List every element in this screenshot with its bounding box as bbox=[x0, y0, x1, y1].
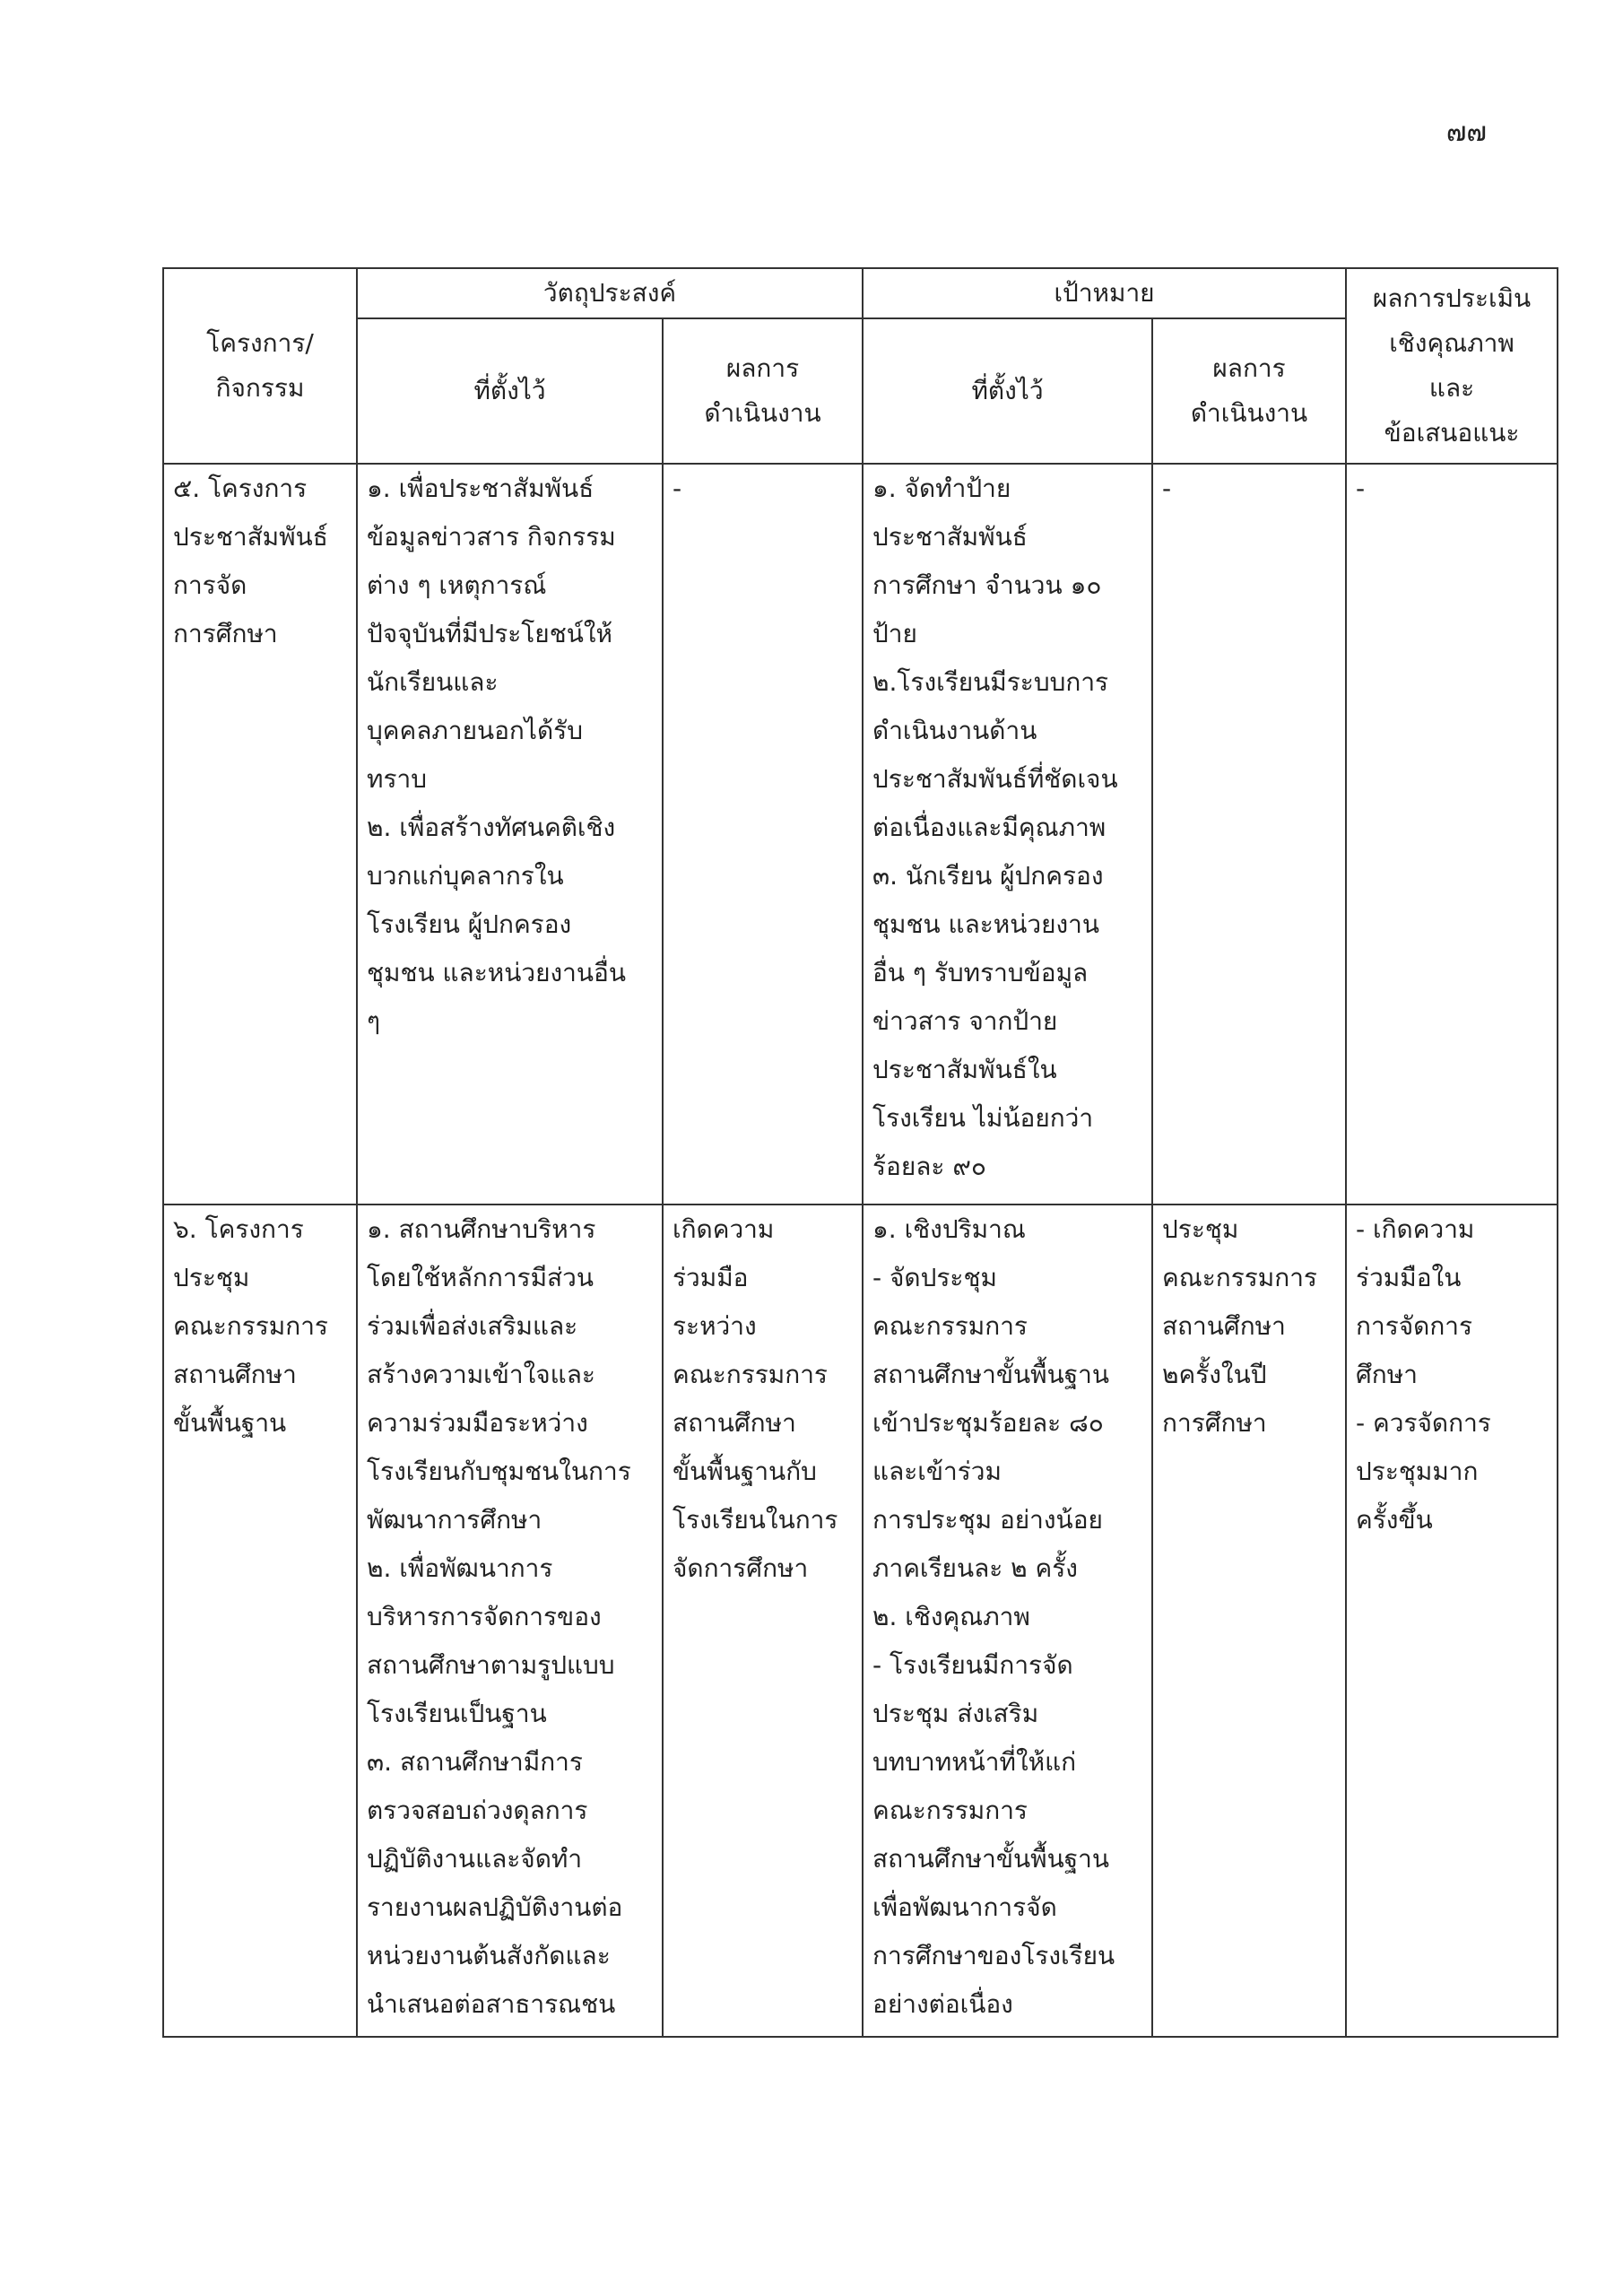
header-target-result: ผลการ ดำเนินงาน bbox=[1152, 318, 1346, 464]
header-target-set: ที่ตั้งไว้ bbox=[863, 318, 1152, 464]
objective-result-cell: เกิดความ ร่วมมือ ระหว่าง คณะกรรมการ สถานศึกษา ขั้นพื้นฐานกับ โรงเรียนในการ จัดการศึกษา bbox=[663, 1205, 863, 2037]
header-objective-set: ที่ตั้งไว้ bbox=[357, 318, 663, 464]
evaluation-table bbox=[162, 267, 1558, 2038]
objective-set-cell: ๑. เพื่อประชาสัมพันธ์ ข้อมูลข่าวสาร กิจกรรม ต่าง ๆ เหตุการณ์ ปัจจุบันที่มีประโยชน์ให้ นักเรียนและ บุคคลภายนอกได้รับ ทราบ ๒. เพื่อสร้างทัศนคติเชิง บวกแก่บุคลากรใน โรงเรียน ผู้ปกครอง ชุมชน และหน่วยงานอื่น ๆ bbox=[357, 464, 663, 1205]
target-set-cell: ๑. เชิงปริมาณ - จัดประชุม คณะกรรมการ สถานศึกษาขั้นพื้นฐาน เข้าประชุมร้อยละ ๘๐ และเข้าร่วม การประชุม อย่างน้อย ภาคเรียนละ ๒ ครั้ง ๒. เชิงคุณภาพ - โรงเรียนมีการจัด ประชุม ส่งเสริม บทบาทหน้าที่ให้แก่ คณะกรรมการ สถานศึกษาขั้นพื้นฐาน เพื่อพัฒนาการจัด การศึกษาของโรงเรียน อย่างต่อเนื่อง bbox=[863, 1205, 1152, 2037]
evaluation-cell: - เกิดความ ร่วมมือใน การจัดการ ศึกษา - ควรจัดการ ประชุมมาก ครั้งขึ้น bbox=[1346, 1205, 1558, 2037]
target-set-cell: ๑. จัดทำป้าย ประชาสัมพันธ์ การศึกษา จำนวน ๑๐ ป้าย ๒.โรงเรียนมีระบบการ ดำเนินงานด้าน ประชาสัมพันธ์ที่ชัดเจน ต่อเนื่องและมีคุณภาพ ๓. นักเรียน ผู้ปกครอง ชุมชน และหน่วยงาน อื่น ๆ รับทราบข้อมูล ข่าวสาร จากป้าย ประชาสัมพันธ์ใน โรงเรียน ไม่น้อยกว่า ร้อยละ ๙๐ bbox=[863, 464, 1152, 1205]
project-cell: ๖. โครงการ ประชุม คณะกรรมการ สถานศึกษา ขั้นพื้นฐาน bbox=[163, 1205, 357, 2037]
evaluation-cell: - bbox=[1346, 464, 1558, 1205]
table-row bbox=[163, 1205, 1558, 2037]
project-cell: ๕. โครงการ ประชาสัมพันธ์ การจัด การศึกษา bbox=[163, 464, 357, 1205]
header-evaluation: ผลการประเมิน เชิงคุณภาพ และ ข้อเสนอแนะ bbox=[1346, 268, 1558, 464]
header-row-top bbox=[163, 268, 1558, 318]
header-project: โครงการ/ กิจกรรม bbox=[163, 268, 357, 464]
header-objective-result: ผลการ ดำเนินงาน bbox=[663, 318, 863, 464]
target-result-cell: - bbox=[1152, 464, 1346, 1205]
objective-set-cell: ๑. สถานศึกษาบริหาร โดยใช้หลักการมีส่วน ร่วมเพื่อส่งเสริมและ สร้างความเข้าใจและ ความร่วมมือระหว่าง โรงเรียนกับชุมชนในการ พัฒนาการศึกษา ๒. เพื่อพัฒนาการ บริหารการจัดการของ สถานศึกษาตามรูปแบบ โรงเรียนเป็นฐาน ๓. สถานศึกษามีการ ตรวจสอบถ่วงดุลการ ปฏิบัติงานและจัดทำ รายงานผลปฏิบัติงานต่อ หน่วยงานต้นสังกัดและ นำเสนอต่อสาธารณชน bbox=[357, 1205, 663, 2037]
target-result-cell: ประชุม คณะกรรมการ สถานศึกษา ๒ครั้งในปี การศึกษา bbox=[1152, 1205, 1346, 2037]
objective-result-cell: - bbox=[663, 464, 863, 1205]
header-target: เป้าหมาย bbox=[863, 268, 1346, 318]
header-objective: วัตถุประสงค์ bbox=[357, 268, 863, 318]
table-row bbox=[163, 464, 1558, 1205]
page-number: ๗๗ bbox=[1445, 117, 1487, 148]
